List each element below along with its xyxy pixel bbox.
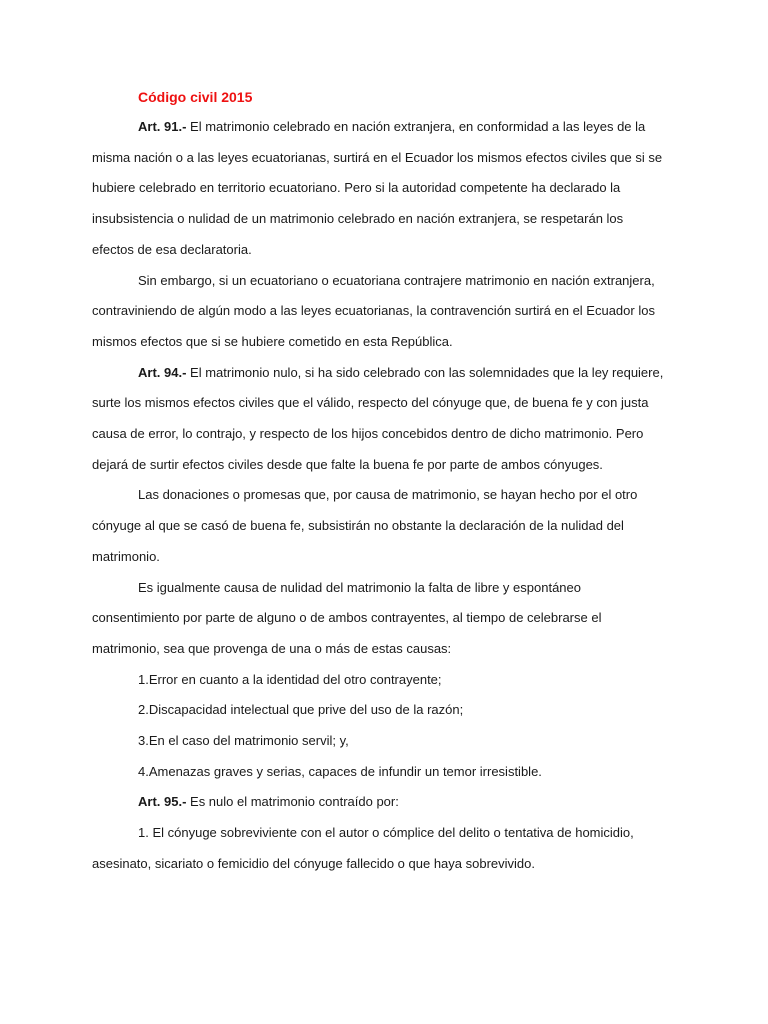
list-item: 3.En el caso del matrimonio servil; y,: [138, 733, 349, 749]
art-95-text: Es nulo el matrimonio contraído por:: [186, 794, 399, 810]
art-94-text: El matrimonio nulo, si ha sido celebrado con las solemnidades que la ley requiere, surte los mismos efectos civiles que el válido, respecto del cónyuge que, de buena fe y con justa causa de error, lo contrajo, y respecto de los hijos concebidos dentro de dicho matrimonio. Pero dejará de surtir efectos civiles desde que falte la buena fe por parte de ambos cónyuges.: [92, 364, 664, 472]
art-94-paragraph-2: Las donaciones o promesas que, por causa de matrimonio, se hayan hecho por el otro cónyuge al que se casó de buena fe, subsistirán no obstante la declaración de la nulidad del matrimonio.: [92, 487, 638, 564]
art-91-text: El matrimonio celebrado en nación extranjera, en conformidad a las leyes de la misma nación o a las leyes ecuatorianas, surtirá en el Ecuador los mismos efectos civiles que si se hubiere celebrado en territorio ecuatoriano. Pero si la autoridad competente ha declarado la insubsistencia o nulidad de un matrimonio celebrado en nación extranjera, se respetarán los efectos de esa declaratoria.: [92, 119, 663, 257]
art-94-paragraph-3: Es igualmente causa de nulidad del matrimonio la falta de libre y espontáneo consentimiento por parte de alguno o de ambos contrayentes, al tiempo de celebrarse el matrimonio, sea que provenga de una o más de estas causas:: [92, 579, 602, 656]
art-95-paragraph-2: 1. El cónyuge sobreviviente con el autor o cómplice del delito o tentativa de homicidio, asesinato, sicariato o femicidio del cónyuge fallecido o que haya sobrevivido.: [92, 825, 634, 871]
art-91-label: Art. 91.-: [138, 119, 187, 134]
art-91-paragraph: [92, 112, 668, 266]
list-item: 1.Error en cuanto a la identidad del otro contrayente;: [138, 671, 442, 687]
art-95-paragraph: [92, 787, 668, 818]
list-item: 2.Discapacidad intelectual que prive del uso de la razón;: [138, 702, 464, 718]
art-95-label: Art. 95.-: [138, 794, 187, 810]
art-94-paragraph: [92, 358, 668, 481]
document-title: Código civil 2015: [138, 89, 253, 105]
art-94-label: Art. 94.-: [138, 364, 187, 380]
art-91-paragraph-2: Sin embargo, si un ecuatoriano o ecuatoriana contrajere matrimonio en nación extranjera, contraviniendo de algún modo a las leyes ecuatorianas, la contravención surtirá en el Ecuador los mismos efectos que si se hubiere cometido en esta República.: [92, 272, 655, 349]
list-item: 4.Amenazas graves y serias, capaces de infundir un temor irresistible.: [138, 763, 542, 779]
